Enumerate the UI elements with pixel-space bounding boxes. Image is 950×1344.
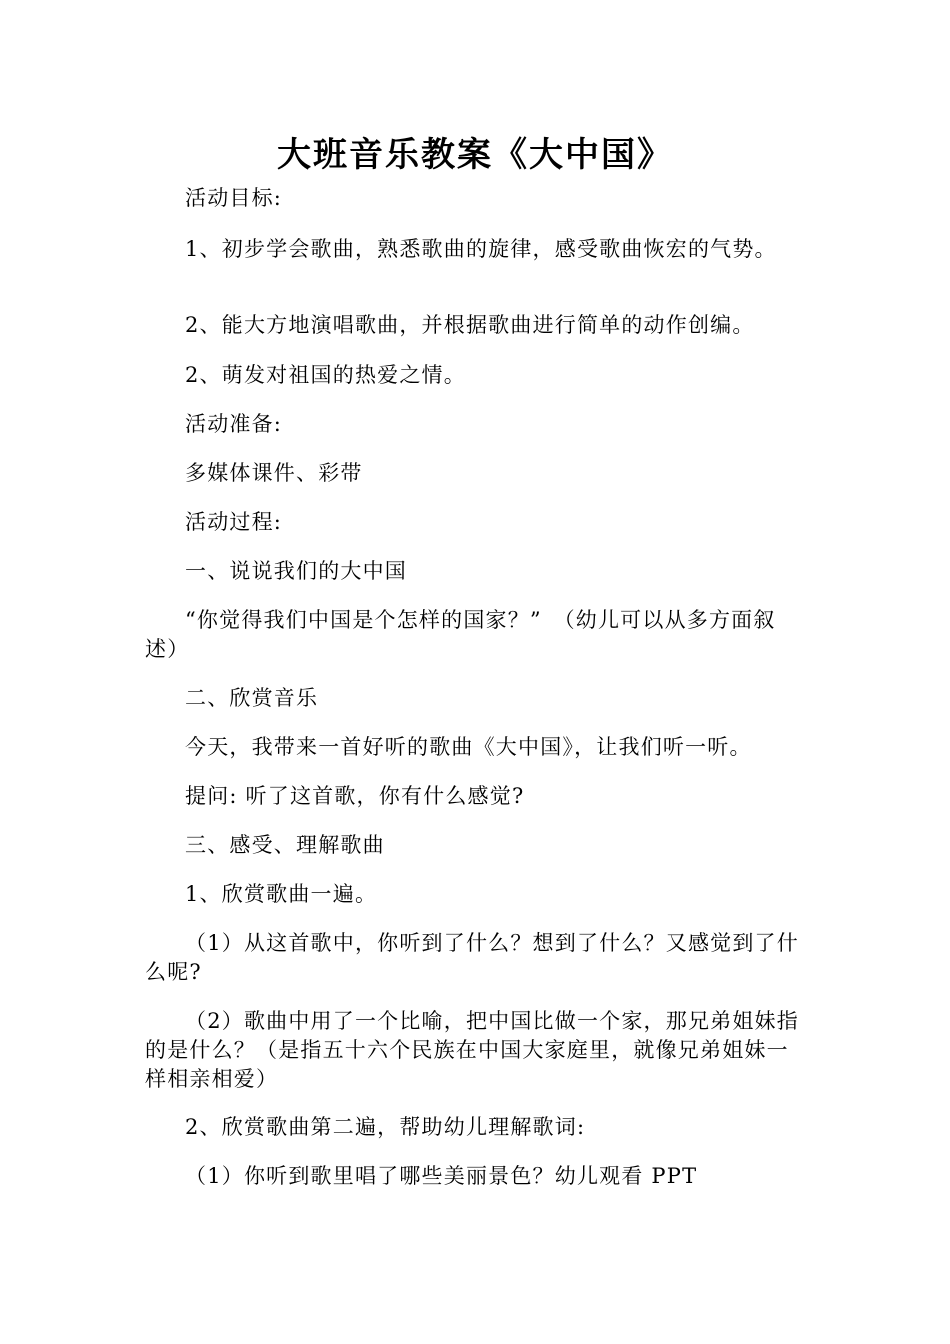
paragraph-step-1-question-1: （1）从这首歌中，你听到了什么？想到了什么？又感觉到了什么呢? (145, 931, 799, 984)
paragraph-section-2-question: 提问: 听了这首歌，你有什么感觉? (185, 784, 525, 808)
paragraph-goal-2: 2、能大方地演唱歌曲，并根据歌曲进行简单的动作创编。 (185, 313, 755, 337)
paragraph-section-1-question: “你觉得我们中国是个怎样的国家？” （幼儿可以从多方面叙述） (145, 608, 776, 661)
paragraph-section-2-intro: 今天，我带来一首好听的歌曲《大中国》，让我们听一听。 (185, 735, 752, 759)
paragraph-preparation-items: 多媒体课件、彩带 (185, 461, 363, 485)
paragraph-goal-1: 1、初步学会歌曲，熟悉歌曲的旋律，感受歌曲恢宏的气势。 (185, 237, 777, 261)
paragraph-step-1: 1、欣赏歌曲一遍。 (185, 882, 378, 906)
paragraph-section-3-heading: 三、感受、理解歌曲 (185, 833, 385, 857)
paragraph-section-1-heading: 一、说说我们的大中国 (185, 559, 407, 583)
paragraph-goal-3: 2、萌发对祖国的热爱之情。 (185, 363, 466, 387)
paragraph-section-2-heading: 二、欣赏音乐 (185, 686, 319, 710)
document-title: 大班音乐教案《大中国》 (277, 135, 673, 175)
paragraph-process-heading: 活动过程: (185, 510, 283, 534)
paragraph-step-2: 2、欣赏歌曲第二遍，帮助幼儿理解歌词: (185, 1115, 586, 1139)
paragraph-preparation-heading: 活动准备: (185, 412, 283, 436)
paragraph-step-1-question-2: （2）歌曲中用了一个比喻，把中国比做一个家，那兄弟姐妹指的是什么？（是指五十六个民族在中国大家庭里，就像兄弟姐妹一样相亲相爱） (145, 1009, 799, 1091)
paragraph-activity-goals-heading: 活动目标: (185, 186, 283, 210)
paragraph-step-2-question-1: （1）你听到歌里唱了哪些美丽景色？幼儿观看 PPT (185, 1164, 698, 1188)
